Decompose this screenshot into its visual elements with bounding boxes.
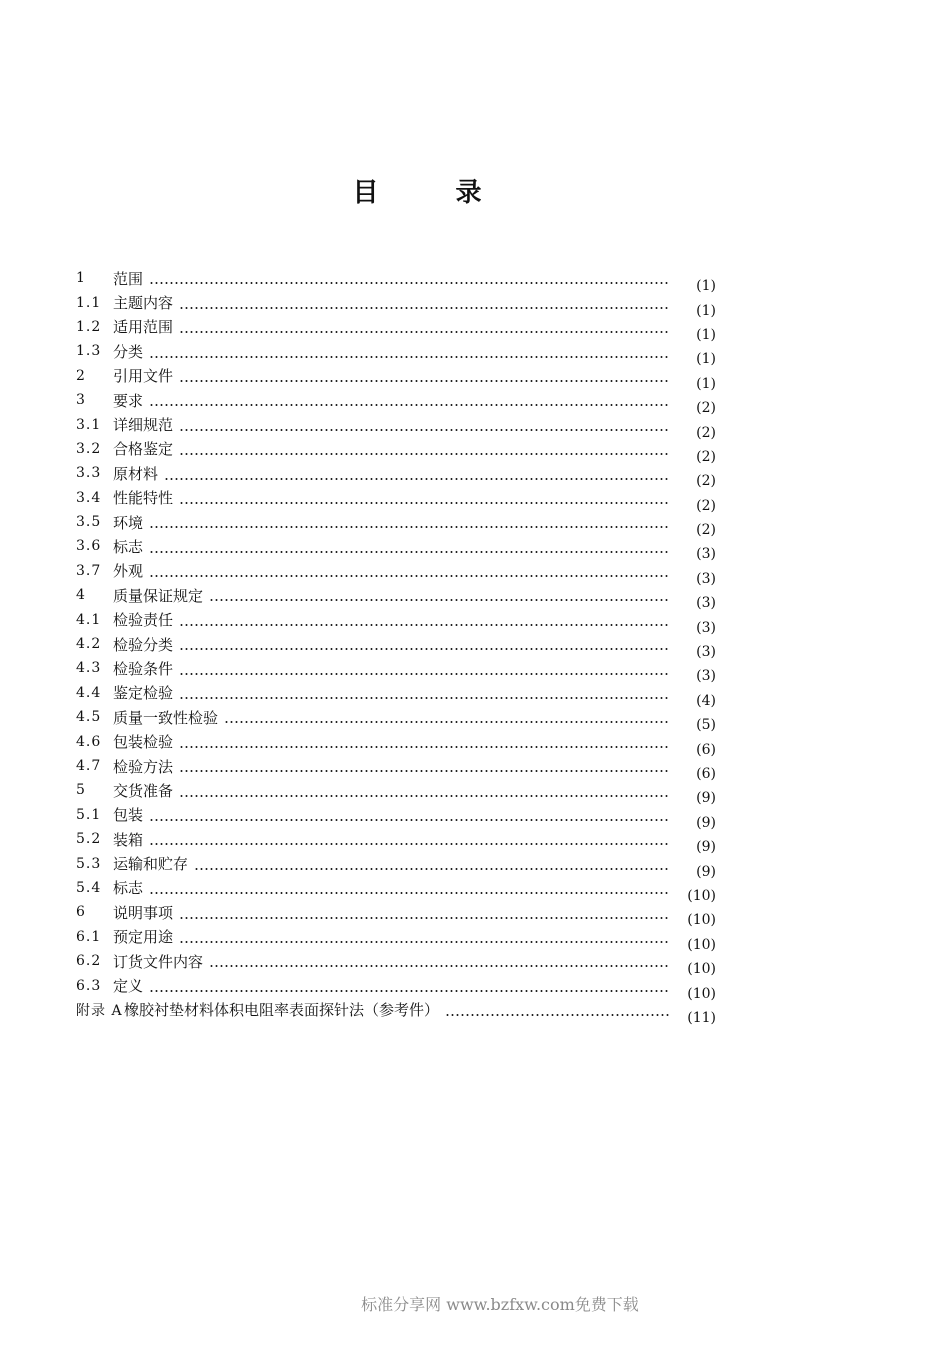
- toc-entry: [76, 973, 716, 1002]
- toc-entry-title: 包装检验: [113, 733, 174, 752]
- toc-leader-dots: [149, 843, 670, 845]
- toc-entry-title: 说明事项: [113, 903, 174, 922]
- toc-entry: [76, 266, 716, 295]
- toc-leader-dots: [445, 1014, 670, 1016]
- toc-entry-page: (10): [687, 961, 716, 978]
- toc-entry-number: 3.4: [76, 489, 102, 506]
- toc-entry: [76, 827, 716, 856]
- toc-entry-page: (3): [696, 570, 716, 587]
- toc-entry: [76, 583, 716, 612]
- toc-entry-page: (5): [696, 717, 716, 734]
- toc-entry: [76, 559, 716, 587]
- toc-entry-page: (9): [696, 863, 716, 880]
- toc-entry-number: 4.7: [76, 758, 102, 774]
- toc-entry-number: 5.3: [76, 855, 102, 872]
- toc-entry-page: (9): [696, 790, 716, 807]
- toc-entry-title: 外观: [113, 562, 144, 581]
- toc-entry: [76, 681, 716, 709]
- toc-entry-page: (1): [696, 326, 716, 343]
- toc-entry-title: 包装: [113, 806, 144, 825]
- toc-leader-dots: [179, 941, 670, 943]
- toc-entry-number: 3.6: [76, 538, 102, 555]
- toc-entry-page: (10): [687, 887, 716, 904]
- toc-entry-title: 标志: [113, 879, 144, 898]
- toc-leader-dots: [179, 453, 670, 455]
- toc-entry: [76, 803, 716, 831]
- toc-entry: [76, 486, 716, 514]
- toc-entry-title: 性能特性: [113, 489, 174, 508]
- toc-entry-title: 主题内容: [113, 294, 174, 313]
- toc-entry-number: 3.7: [76, 562, 102, 579]
- toc-entry-title: 定义: [113, 977, 144, 996]
- toc-entry-page: (1): [696, 351, 716, 368]
- toc-entry: [76, 925, 716, 953]
- toc-leader-dots: [179, 624, 670, 626]
- toc-entry-title: 质量保证规定: [113, 586, 204, 605]
- toc-leader-dots: [149, 282, 670, 284]
- table-of-contents: [76, 266, 716, 1026]
- toc-entry-number: 2: [76, 367, 86, 384]
- toc-entry-number: 3: [76, 392, 86, 409]
- toc-leader-dots: [179, 673, 670, 675]
- toc-entry-number: 1.2: [76, 318, 102, 335]
- toc-entry-page: (10): [687, 985, 716, 1002]
- toc-leader-dots: [179, 795, 670, 797]
- toc-entry-page: (1): [696, 278, 716, 295]
- toc-entry-number: 1: [76, 270, 86, 287]
- toc-entry: [76, 876, 716, 904]
- toc-leader-dots: [179, 697, 670, 699]
- toc-entry-title: 详细规范: [113, 416, 174, 435]
- toc-leader-dots: [149, 892, 670, 894]
- toc-entry-page: (9): [696, 839, 716, 856]
- toc-entry-page: (4): [696, 692, 716, 709]
- toc-entry-page: (10): [687, 936, 716, 953]
- toc-entry-number: 5: [76, 782, 86, 799]
- page-title: 目 录: [352, 178, 516, 208]
- toc-entry-number: 1.1: [76, 294, 102, 311]
- toc-entry-title: 运输和贮存: [113, 855, 189, 874]
- toc-entry-title: 原材料: [113, 464, 159, 483]
- toc-leader-dots: [194, 868, 670, 870]
- toc-leader-dots: [179, 331, 670, 333]
- toc-entry-page: (2): [696, 448, 716, 465]
- toc-entry-number: 6.3: [76, 977, 102, 994]
- toc-leader-dots: [179, 502, 670, 504]
- toc-leader-dots: [209, 965, 670, 967]
- toc-entry: [76, 461, 716, 490]
- toc-entry-page: (3): [696, 668, 716, 685]
- toc-entry-title: 检验分类: [113, 635, 174, 654]
- toc-entry-title: 引用文件: [113, 367, 174, 386]
- toc-entry-number: 4.2: [76, 636, 102, 653]
- toc-entry-title: 范围: [113, 269, 144, 288]
- toc-entry-title: 环境: [113, 513, 144, 532]
- toc-entry: [76, 729, 716, 758]
- toc-entry: [76, 339, 716, 368]
- toc-entry-title: 橡胶衬垫材料体积电阻率表面探针法（参考件）: [124, 1001, 440, 1020]
- toc-entry-page: (3): [696, 595, 716, 612]
- toc-leader-dots: [149, 575, 670, 577]
- toc-entry-title: 鉴定检验: [113, 684, 174, 703]
- toc-entry-title: 检验条件: [113, 659, 174, 678]
- toc-entry-title: 预定用途: [113, 928, 174, 947]
- toc-entry-page: (2): [696, 473, 716, 490]
- toc-entry: [76, 949, 716, 978]
- toc-entry-number: 4.1: [76, 611, 102, 628]
- toc-entry: [76, 437, 716, 465]
- toc-entry-title: 适用范围: [113, 318, 174, 337]
- toc-entry-number: 4.5: [76, 709, 102, 726]
- toc-leader-dots: [179, 648, 670, 650]
- toc-entry: [76, 412, 716, 441]
- toc-entry-number: 5.2: [76, 831, 102, 848]
- toc-leader-dots: [149, 356, 670, 358]
- toc-leader-dots: [224, 721, 670, 723]
- toc-entry: [76, 364, 716, 392]
- toc-entry-page: (6): [696, 766, 716, 782]
- toc-entry: [76, 388, 716, 417]
- toc-leader-dots: [149, 404, 670, 406]
- toc-entry: [76, 315, 716, 343]
- toc-entry: [76, 778, 716, 807]
- toc-entry: [76, 510, 716, 539]
- toc-leader-dots: [164, 478, 670, 480]
- toc-entry-title: 检验责任: [113, 611, 174, 630]
- toc-entry: [76, 754, 716, 782]
- toc-leader-dots: [179, 380, 670, 382]
- toc-leader-dots: [179, 429, 670, 431]
- toc-entry-number: 4.4: [76, 684, 102, 701]
- toc-leader-dots: [209, 599, 670, 601]
- toc-entry: [76, 607, 716, 636]
- toc-entry-page: (2): [696, 522, 716, 539]
- toc-entry-title: 交货准备: [113, 781, 174, 800]
- toc-leader-dots: [179, 917, 670, 919]
- toc-entry-page: (3): [696, 546, 716, 563]
- toc-entry-number: 附录 A: [76, 1002, 123, 1019]
- toc-leader-dots: [179, 770, 670, 772]
- toc-leader-dots: [149, 990, 670, 992]
- toc-entry-number: 6.1: [76, 928, 102, 945]
- toc-entry-title: 合格鉴定: [113, 440, 174, 459]
- toc-entry: [76, 534, 716, 563]
- toc-leader-dots: [149, 526, 670, 528]
- toc-entry-number: 3.3: [76, 465, 102, 482]
- toc-entry-page: (11): [687, 1009, 716, 1026]
- toc-entry-page: (3): [696, 619, 716, 636]
- toc-entry-title: 分类: [113, 342, 144, 361]
- toc-entry: [76, 290, 716, 319]
- toc-entry-page: (3): [696, 644, 716, 661]
- footer-watermark: 标准分享网 www.bzfxw.com免费下载: [361, 1295, 639, 1314]
- toc-entry-page: (2): [696, 497, 716, 514]
- toc-entry-number: 6: [76, 904, 86, 921]
- toc-entry-title: 要求: [113, 391, 144, 410]
- toc-entry-title: 检验方法: [113, 757, 174, 776]
- toc-entry-number: 4.3: [76, 660, 102, 677]
- toc-entry-title: 订货文件内容: [113, 952, 204, 971]
- toc-entry-page: (6): [696, 741, 716, 758]
- toc-entry-number: 4.6: [76, 733, 102, 750]
- toc-entry: [76, 632, 716, 661]
- toc-entry-page: (2): [696, 400, 716, 417]
- toc-entry-page: (2): [696, 424, 716, 441]
- toc-entry: [76, 851, 716, 880]
- toc-entry-number: 3.5: [76, 514, 102, 531]
- toc-leader-dots: [179, 307, 670, 309]
- toc-entry: [76, 656, 716, 685]
- toc-entry-page: (1): [696, 375, 716, 392]
- toc-entry-page: (10): [687, 912, 716, 929]
- toc-entry-number: 3.2: [76, 440, 102, 457]
- toc-entry-number: 3.1: [76, 416, 102, 433]
- toc-leader-dots: [179, 746, 670, 748]
- toc-entry: [76, 705, 716, 734]
- toc-entry-number: 6.2: [76, 953, 102, 970]
- toc-entry-number: 5.1: [76, 806, 102, 823]
- toc-leader-dots: [149, 819, 670, 821]
- toc-entry-title: 装箱: [113, 830, 144, 849]
- toc-entry: [76, 900, 716, 929]
- toc-entry-number: 1.3: [76, 343, 102, 360]
- toc-entry: [76, 998, 716, 1026]
- toc-entry-page: (9): [696, 814, 716, 831]
- toc-entry-number: 4: [76, 587, 86, 604]
- toc-entry-page: (1): [696, 302, 716, 319]
- toc-entry-number: 5.4: [76, 879, 102, 896]
- toc-entry-title: 标志: [113, 537, 144, 556]
- toc-leader-dots: [149, 551, 670, 553]
- toc-entry-title: 质量一致性检验: [113, 708, 219, 727]
